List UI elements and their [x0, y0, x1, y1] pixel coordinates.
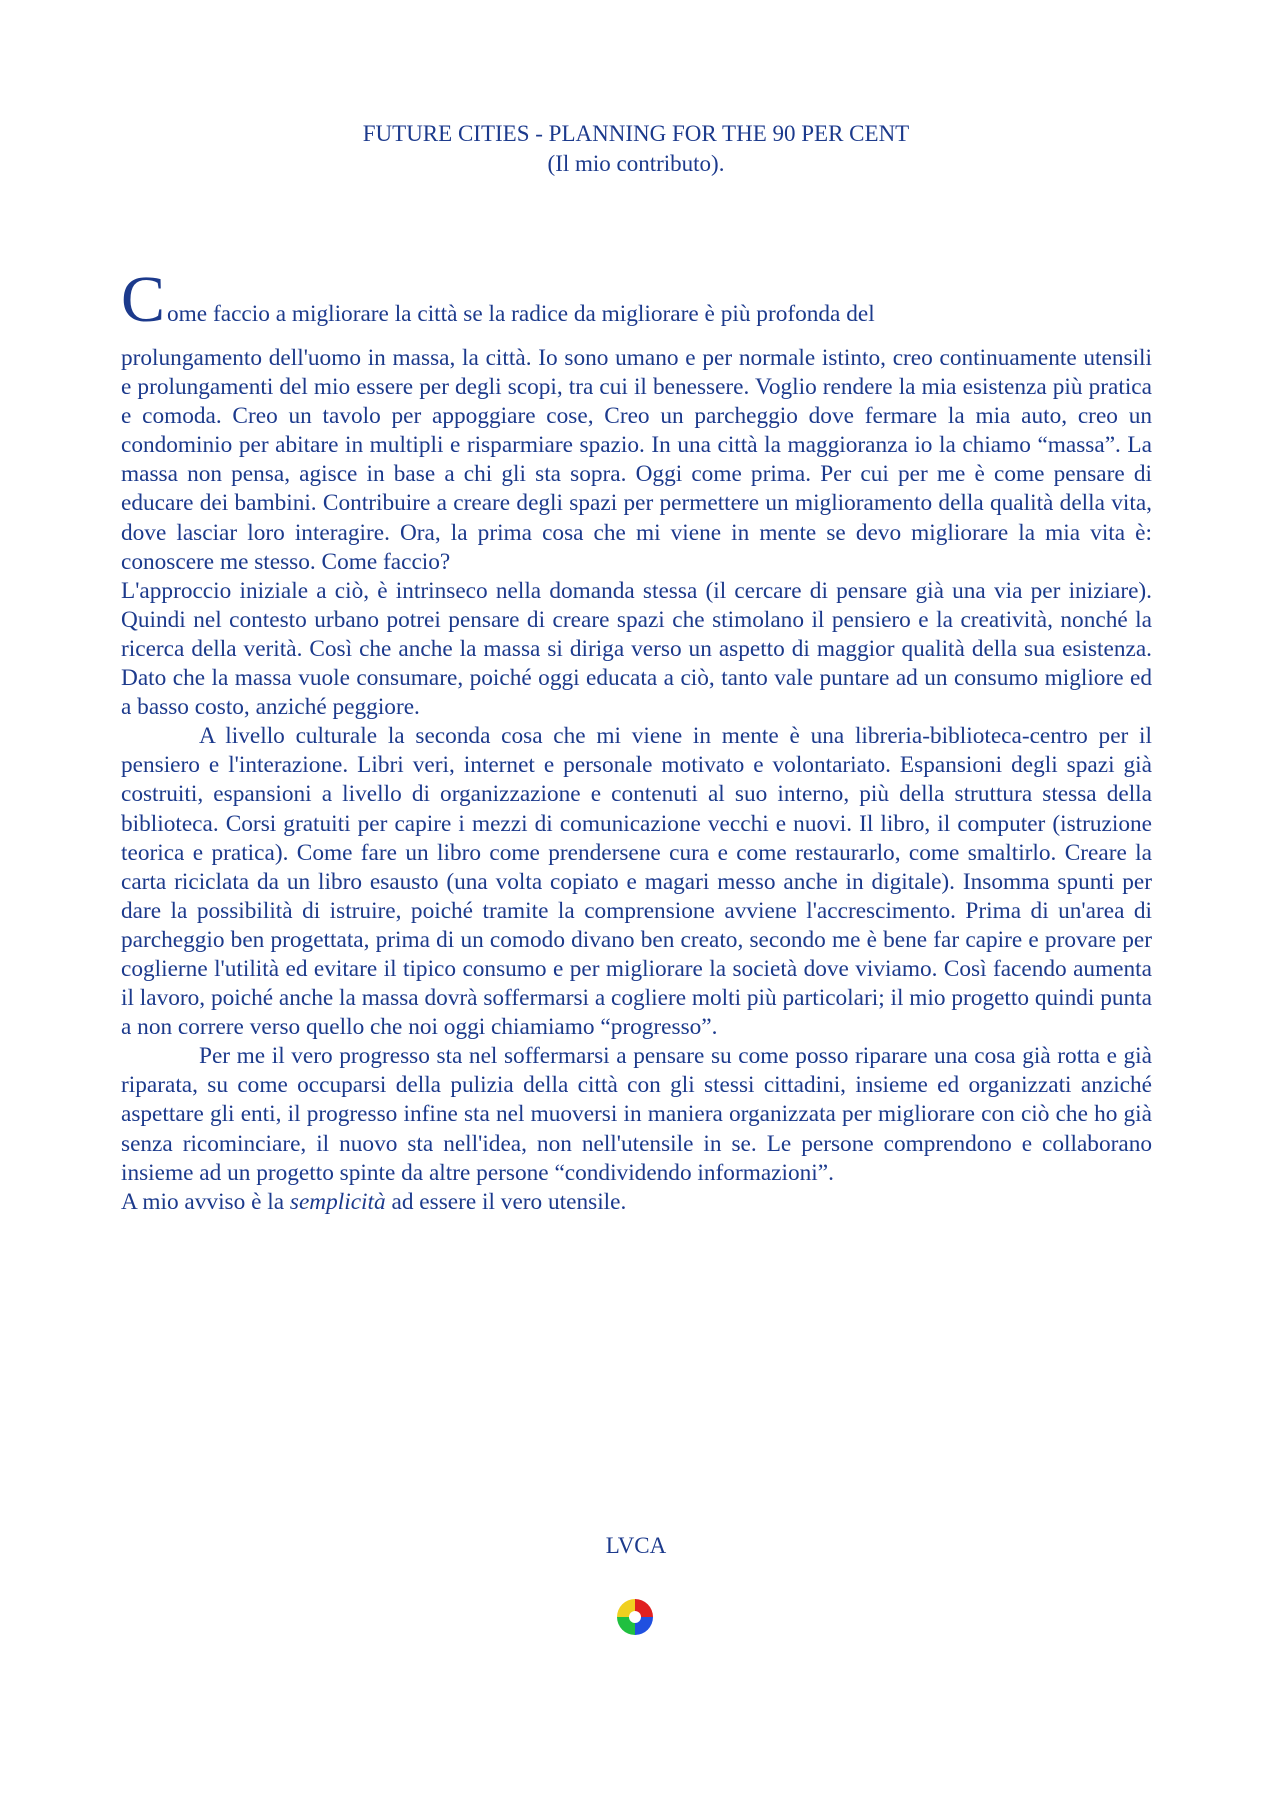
- paragraph-1: prolungamento dell'uomo in massa, la città. Io sono umano e per normale istinto, creo continuamente utensili e prolungamenti del mio essere per degli scopi, tra cui il benessere. Voglio rendere la mia esistenza più pratica e comoda. Creo un tavolo per appoggiare cose, Creo un parcheggio dove fermare la mia auto, creo un condominio per abitare in multipli e risparmiare spazio. In una città la maggioranza io la chiamo “massa”. La massa non pensa, agisce in base a chi gli sta sopra. Oggi come prima. Per cui per me è come pensare di educare dei bambini. Contribuire a creare degli spazi per permettere un miglioramento della qualità della vita, dove lasciar loro interagire. Ora, la prima cosa che mi viene in mente se devo migliorare la mia vita è: conoscere me stesso. Come faccio?: [121, 345, 1152, 575]
- document-body: [121, 263, 1152, 1217]
- paragraph-1-first-line: [121, 263, 1152, 343]
- drop-cap: C: [121, 263, 166, 336]
- paragraph-2: L'approccio iniziale a ciò, è intrinseco nella domanda stessa (il cercare di pensare già una via per iniziare). Quindi nel contesto urbano potrei pensare di creare spazi che stimolano il pensiero e la creatività, nonché la ricerca della verità. Così che anche la massa si diriga verso un aspetto di maggior qualità della sua esistenza. Dato che la massa vuole consumare, poiché oggi educata a ciò, tanto vale puntare ad un consumo migliore ed a basso costo, anziché peggiore.: [121, 577, 1152, 721]
- paragraph-4: Per me il vero progresso sta nel soffermarsi a pensare su come posso riparare una cosa già rotta e già riparata, su come occuparsi della pulizia della città con gli stessi cittadini, insieme ed organizzati anziché aspettare gli enti, il progresso infine sta nel muoversi in maniera organizzata per migliorare con ciò che ho già senza ricominciare, il nuovo sta nell'idea, non nell'utensile in se. Le persone comprendono e collaborano insieme ad un progetto spinte da altre persone “condividendo informazioni”.: [121, 1043, 1152, 1186]
- p5-before: A mio avviso è la: [121, 1188, 290, 1215]
- color-wheel-logo: [615, 1597, 655, 1637]
- document-title: [0, 119, 1272, 179]
- title-line-2: (Il mio contributo).: [547, 151, 725, 176]
- signature: LVCA: [605, 1533, 667, 1558]
- paragraph-5: [121, 1188, 1152, 1217]
- first-line-text: ome faccio a migliorare la città se la radice da migliorare è più profonda del: [167, 301, 875, 327]
- p5-italic: semplicità: [289, 1188, 386, 1215]
- title-line-1: FUTURE CITIES - PLANNING FOR THE 90 PER CENT: [362, 121, 910, 146]
- p5-after: ad essere il vero utensile.: [385, 1188, 627, 1215]
- paragraph-3: A livello culturale la seconda cosa che mi viene in mente è una libreria-biblioteca-centro per il pensiero e l'interazione. Libri veri, internet e personale motivato e volontariato. Espansioni degli spazi già costruiti, espansioni a livello di organizzazione e contenuti al suo interno, più della struttura stessa della biblioteca. Corsi gratuiti per capire i mezzi di comunicazione vecchi e nuovi. Il libro, il computer (istruzione teorica e pratica). Come fare un libro come prendersene cura e come restaurarlo, come smaltirlo. Creare la carta riciclata da un libro esausto (una volta copiato e magari messo anche in digitale). Insomma spunti per dare la possibilità di istruire, poiché tramite la comprensione avviene l'accrescimento. Prima di un'area di parcheggio ben progettata, prima di un comodo divano ben creato, secondo me è bene far capire e provare per coglierne l'utilità ed evitare il tipico consumo e per migliorare la società dove viviamo. Così facendo aumenta il lavoro, poiché anche la massa dovrà soffermarsi a cogliere molti più particolari; il mio progetto quindi punta a non correre verso quello che noi oggi chiamiamo “progresso”.: [121, 723, 1152, 1041]
